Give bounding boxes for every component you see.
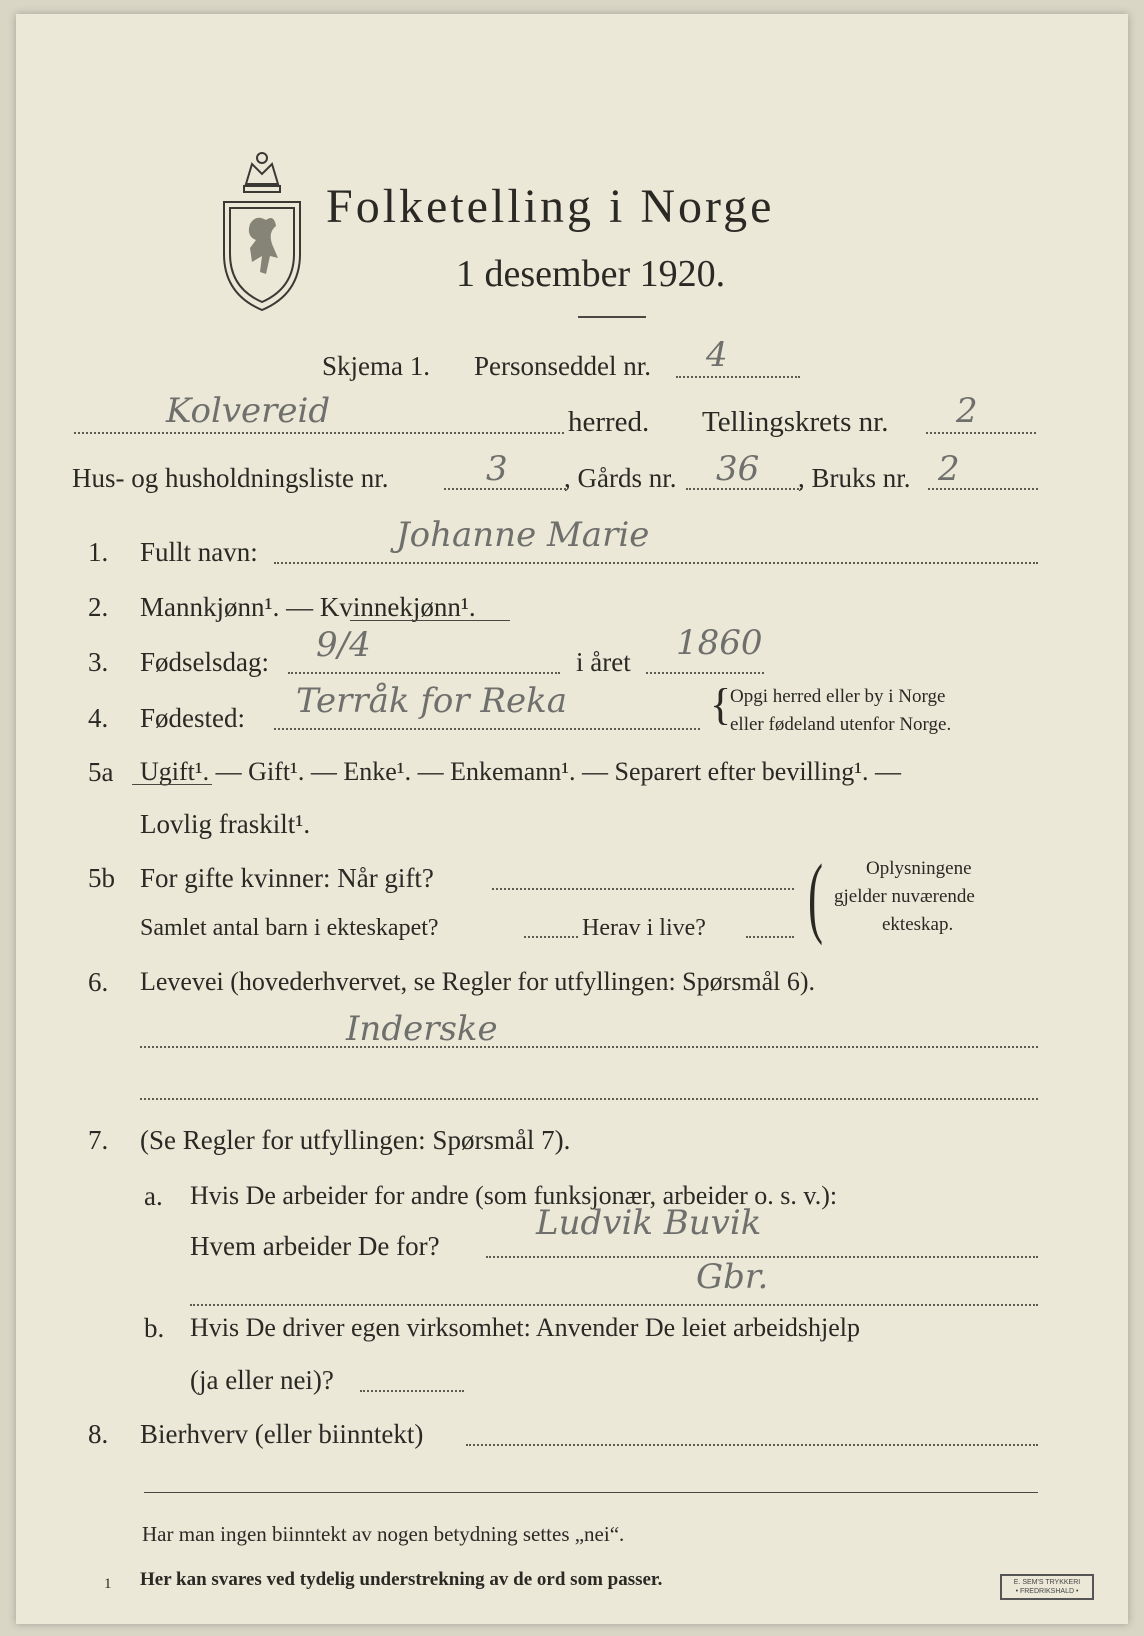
hus-label: Hus- og husholdningsliste nr. xyxy=(72,463,389,493)
q6-line2 xyxy=(140,1098,1038,1100)
q3-value: 9/4 xyxy=(316,625,371,665)
bruks-label: , Bruks nr. xyxy=(798,463,911,493)
q3-line xyxy=(288,672,560,674)
tellingskrets-line xyxy=(926,432,1036,434)
q2-underline xyxy=(350,620,510,621)
personseddel-value: 4 xyxy=(706,335,728,375)
footnote-text: Her kan svares ved tydelig understrekning av de ord som passer. xyxy=(140,1569,663,1590)
printer-stamp: E. SEM'S TRYKKERI • FREDRIKSHALD • xyxy=(1000,1574,1094,1600)
gards-label: , Gårds nr. xyxy=(564,463,677,493)
q7b-number: b. xyxy=(144,1313,165,1343)
q5a-text: Ugift¹. — Gift¹. — Enke¹. — Enkemann¹. — Separert efter bevilling¹. — xyxy=(140,757,902,786)
q1-value: Johanne Marie xyxy=(396,515,650,555)
herred-value: Kolvereid xyxy=(166,391,331,431)
q6-number: 6. xyxy=(88,967,109,997)
q3-number: 3. xyxy=(88,647,109,677)
q7a-value2: Gbr. xyxy=(696,1257,769,1297)
q3-label: Fødselsdag: xyxy=(140,647,270,677)
q7b-line xyxy=(360,1390,464,1392)
q6-value: Inderske xyxy=(346,1009,498,1049)
personseddel-line xyxy=(676,376,800,378)
q5b-label3: Herav i live? xyxy=(582,915,706,941)
q1-number: 1. xyxy=(88,537,109,567)
q5b-note-brace: ( xyxy=(808,847,823,946)
q7b-text: Hvis De driver egen virksomhet: Anvender De leiet arbeidshjelp xyxy=(190,1313,861,1342)
personseddel-label: Personseddel nr. xyxy=(474,351,651,381)
q5b-label: For gifte kvinner: Når gift? xyxy=(140,863,434,893)
q5b-number: 5b xyxy=(88,863,115,893)
q5a-underline xyxy=(132,784,212,785)
q2-number: 2. xyxy=(88,592,109,622)
footnote-number: 1 xyxy=(104,1576,112,1592)
q4-line xyxy=(274,728,700,730)
q5a-text2: Lovlig fraskilt¹. xyxy=(140,809,311,839)
q5b-line1 xyxy=(492,888,794,890)
q5b-note-line2: gjelder nuværende xyxy=(834,886,975,907)
q4-note-line2: eller fødeland utenfor Norge. xyxy=(730,714,952,735)
herred-label: herred. xyxy=(568,406,650,438)
q4-label: Fødested: xyxy=(140,703,245,733)
title-divider xyxy=(578,316,646,318)
q7a-text: Hvis De arbeider for andre (som funksjonær, arbeider o. s. v.): xyxy=(190,1181,838,1210)
form-date: 1 desember 1920. xyxy=(456,253,726,295)
q8-line xyxy=(466,1444,1038,1446)
q1-label: Fullt navn: xyxy=(140,537,258,567)
q4-note-brace: { xyxy=(710,680,732,729)
q1-line xyxy=(274,562,1038,564)
q4-value: Terråk for Reka xyxy=(296,681,568,721)
form-title: Folketelling i Norge xyxy=(326,180,775,233)
q5b-line2 xyxy=(524,936,578,938)
q5b-note-line1: Oplysningene xyxy=(866,858,972,879)
herred-line xyxy=(74,432,564,434)
q7-label: (Se Regler for utfyllingen: Spørsmål 7). xyxy=(140,1125,571,1155)
q5b-label2: Samlet antal barn i ekteskapet? xyxy=(140,915,439,941)
q5b-note-line3: ekteskap. xyxy=(882,914,954,935)
q7b-label: (ja eller nei)? xyxy=(190,1365,334,1395)
q4-note-line1: Opgi herred eller by i Norge xyxy=(730,686,946,707)
q6-label: Levevei (hovederhvervet, se Regler for utfyllingen: Spørsmål 6). xyxy=(140,967,816,996)
gards-value: 36 xyxy=(716,449,760,489)
q8-label: Bierhverv (eller biinntekt) xyxy=(140,1419,424,1449)
census-form xyxy=(16,14,1128,1624)
q7a-line2 xyxy=(190,1304,1038,1306)
footer-divider xyxy=(144,1492,1038,1493)
q5a-number: 5a xyxy=(88,757,114,787)
tellingskrets-value: 2 xyxy=(956,391,978,431)
norwegian-coat-of-arms-icon xyxy=(216,144,308,314)
skjema-label: Skjema 1. xyxy=(322,351,430,381)
hus-value: 3 xyxy=(486,449,508,489)
bruks-value: 2 xyxy=(938,449,960,489)
q7a-label: Hvem arbeider De for? xyxy=(190,1231,440,1261)
q2-text: Mannkjønn¹. — Kvinnekjønn¹. xyxy=(140,592,476,622)
q7a-value: Ludvik Buvik xyxy=(536,1203,762,1243)
q8-number: 8. xyxy=(88,1419,109,1449)
q3-year-value: 1860 xyxy=(676,623,763,663)
q4-number: 4. xyxy=(88,703,109,733)
q7a-number: a. xyxy=(144,1181,163,1211)
q7-number: 7. xyxy=(88,1125,109,1155)
q6-line1 xyxy=(140,1046,1038,1048)
q3-year-line xyxy=(646,672,764,674)
tellingskrets-label: Tellingskrets nr. xyxy=(702,406,889,438)
footer-note: Har man ingen biinntekt av nogen betydning settes „nei“. xyxy=(142,1522,625,1546)
q5b-line3 xyxy=(746,936,794,938)
q3-year-label: i året xyxy=(576,647,631,677)
